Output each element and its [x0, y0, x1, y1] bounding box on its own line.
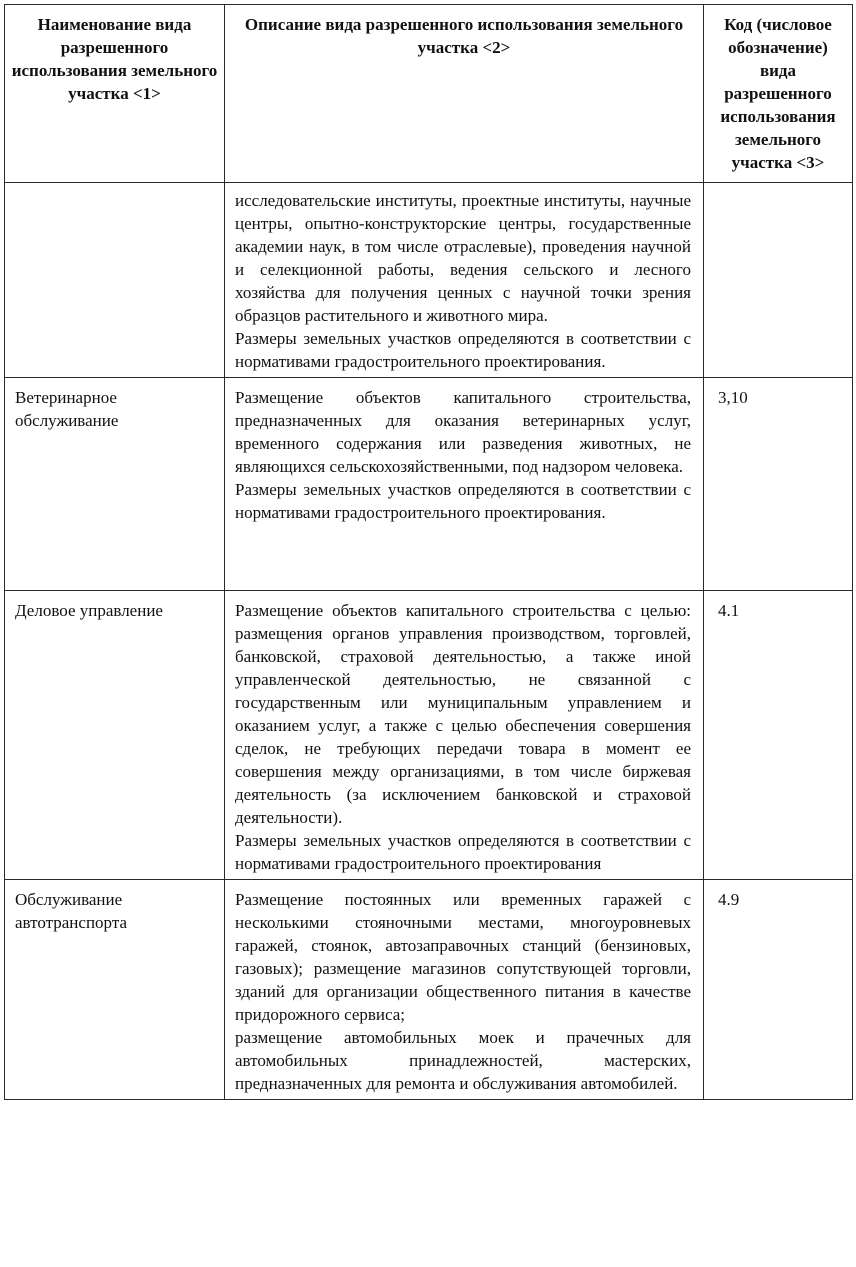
row-name: Ветеринарное обслуживание [5, 378, 225, 591]
description-paragraph: Размеры земельных участков определяются в соответствии с нормативами градостроительного проектирования [235, 831, 691, 873]
row-code: 4.1 [704, 591, 853, 880]
row-code: 3,10 [704, 378, 853, 591]
row-description [225, 183, 704, 378]
description-paragraph: исследовательские институты, проектные институты, научные центры, опытно-конструкторские центры, государственные академии наук, в том числе отраслевые), проведения научной и селекционной работы, ведения сельского и лесного хозяйства для получения ценных с научной точки зрения образцов растительного и животного мира. [235, 191, 691, 325]
description-paragraph: Размеры земельных участков определяются в соответствии с нормативами градостроительного проектирования. [235, 480, 691, 522]
header-name: Наименование вида разрешенного использования земельного участка <1> [5, 5, 225, 183]
description-paragraph: размещение автомобильных моек и прачечных для автомобильных принадлежностей, мастерских, предназначенных для ремонта и обслуживания автомобилей. [235, 1028, 691, 1093]
description-paragraph: Размещение объектов капитального строительства, предназначенных для оказания ветеринарных услуг, временного содержания или разведения животных, не являющихся сельскохозяйственными, под надзором человека. [235, 388, 691, 476]
table-row [5, 591, 853, 880]
land-use-table [4, 4, 853, 1100]
row-description [225, 378, 704, 591]
row-description [225, 880, 704, 1100]
row-code [704, 183, 853, 378]
row-name: Обслуживание автотранспорта [5, 880, 225, 1100]
description-paragraph: Размеры земельных участков определяются в соответствии с нормативами градостроительного проектирования. [235, 329, 691, 371]
row-name [5, 183, 225, 378]
table-row [5, 880, 853, 1100]
table-header-row [5, 5, 853, 183]
row-code: 4.9 [704, 880, 853, 1100]
table-row [5, 183, 853, 378]
row-description [225, 591, 704, 880]
description-paragraph: Размещение постоянных или временных гаражей с несколькими стояночными местами, многоуровневых гаражей, стоянок, автозаправочных станций (бензиновых, газовых); размещение магазинов сопутствующей торговли, зданий для организации общественного питания в качестве придорожного сервиса; [235, 890, 691, 1024]
header-code: Код (числовое обозначение) вида разрешенного использования земельного участка <3> [704, 5, 853, 183]
row-name: Деловое управление [5, 591, 225, 880]
description-paragraph: Размещение объектов капитального строительства с целью: размещения органов управления производством, торговлей, банковской, страховой деятельностью, а также иной управленческой деятельностью, не связанной с государственным или муниципальным управлением и оказанием услуг, а также с целью обеспечения совершения сделок, не требующих передачи товара в момент ее совершения между организациями, в том числе биржевая деятельность (за исключением банковской и страховой деятельности). [235, 601, 691, 827]
header-description: Описание вида разрешенного использования земельного участка <2> [225, 5, 704, 183]
table-row [5, 378, 853, 591]
